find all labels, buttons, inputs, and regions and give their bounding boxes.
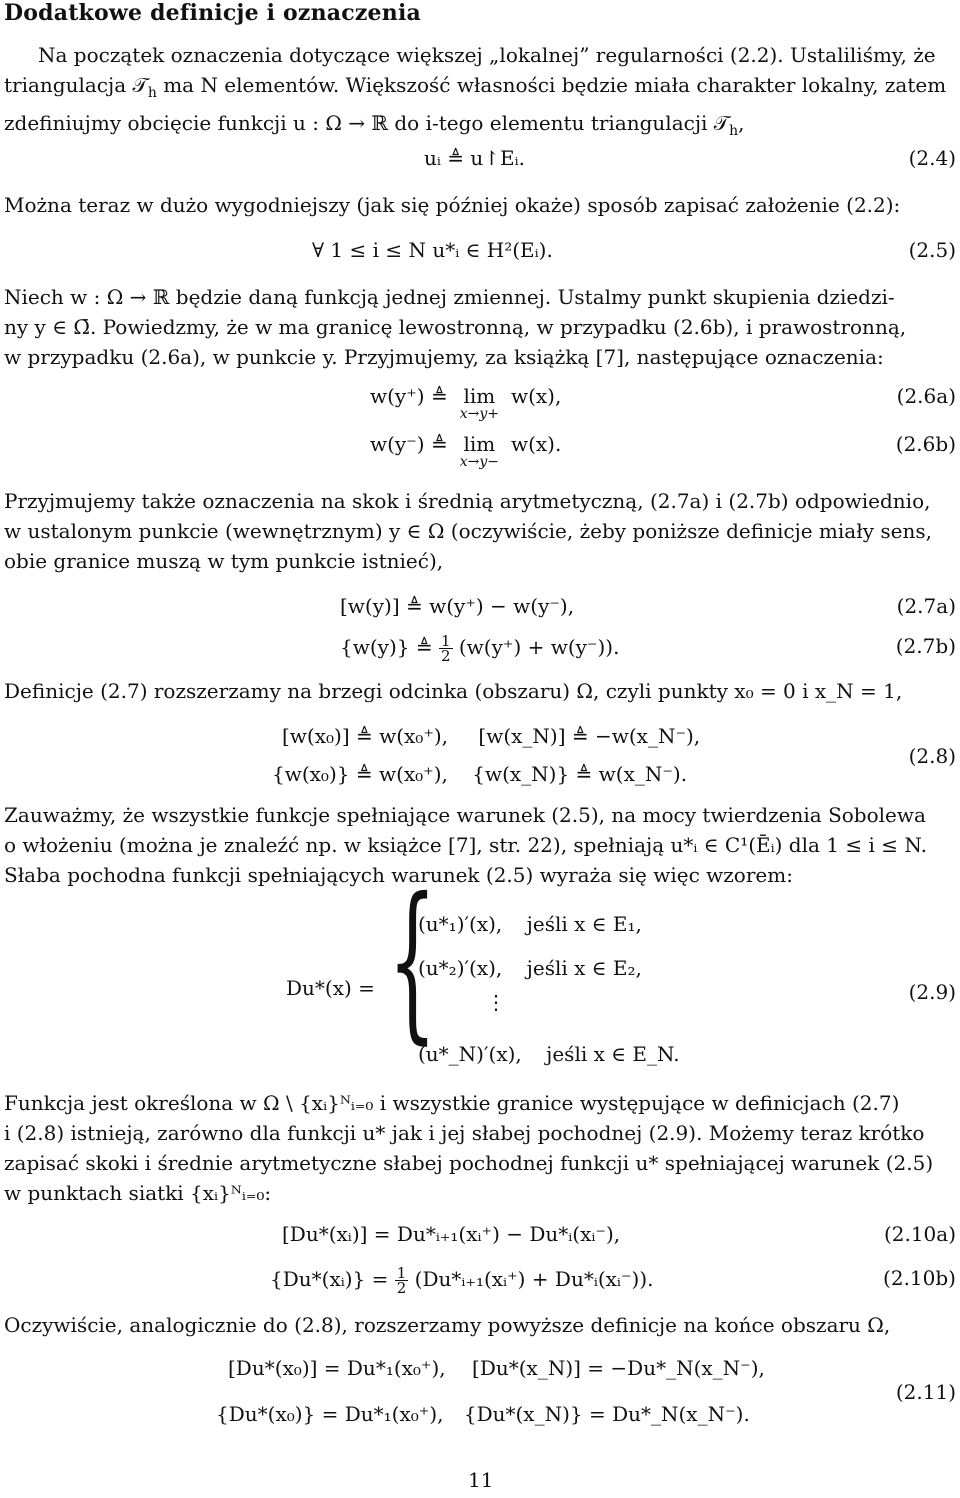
equation-2-7a: [w(y)] ≜ w(y⁺) − w(y⁻), <box>340 594 575 618</box>
text-line: Funkcja jest określona w Ω \ {xᵢ}ᴺᵢ₌₀ i wszystkie granice występujące w definicjach (2.7) <box>4 1091 900 1115</box>
text-line: triangulacja 𝒯$_h$ ma N elementów. Większość własności będzie miała charakter lokalny, zatem <box>4 73 947 101</box>
case-dots: ⋮ <box>486 990 506 1014</box>
equation-number: (2.9) <box>908 980 956 1004</box>
text-line: Niech w : Ω → ℝ będzie daną funkcją jednej zmiennej. Ustalmy punkt skupienia dziedzi- <box>4 285 895 309</box>
eq-part: [Du*(x₀)] = Du*₁(x₀⁺), <box>228 1356 446 1380</box>
equation-number: (2.7b) <box>895 634 956 658</box>
text-line: Przyjmujemy także oznaczenia na skok i średnią arytmetyczną, (2.7a) i (2.7b) odpowiednio, <box>4 489 931 513</box>
eq-part: [w(x₀)] ≜ w(x₀⁺), <box>282 724 449 748</box>
equation-2-6b <box>370 432 561 468</box>
section-heading: Dodatkowe definicje i oznaczenia <box>4 0 421 26</box>
eq-part: [Du*(x_N)] = −Du*_N(x_N⁻), <box>472 1356 765 1380</box>
paragraph-limits <box>4 282 956 372</box>
denominator: 2 <box>440 647 451 665</box>
case-expr: (u*₂)′(x), <box>418 956 503 980</box>
text-line: ny y ∈ Ω̄. Powiedzmy, że w ma granicę lewostronną, w przypadku (2.6b), i prawostronną, <box>4 315 907 339</box>
eq-part: {Du*(x_N)} = Du*_N(x_N⁻). <box>463 1402 750 1426</box>
eq-lhs: {w(y)} ≜ <box>340 635 433 659</box>
text-line: obie granice muszą w tym punkcie istnieć), <box>4 549 444 573</box>
equation-2-8-row2 <box>272 762 687 786</box>
left-brace: { <box>388 862 437 1060</box>
text-span: ma N elementów. Większość własności będzie miała charakter lokalny, zatem <box>156 73 947 97</box>
equation-number: (2.7a) <box>896 594 956 618</box>
equation-number: (2.4) <box>908 146 956 170</box>
limit <box>460 432 499 468</box>
equation-2-6a <box>370 384 561 420</box>
case-2 <box>418 956 642 980</box>
eq-rhs: (w(y⁺) + w(y⁻)). <box>458 635 620 659</box>
paragraph-sobolev <box>4 800 956 890</box>
equation-2-11-row1 <box>228 1356 765 1380</box>
equation-2-7b <box>340 634 619 663</box>
page-number: 11 <box>468 1468 494 1492</box>
eq-rhs: w(x). <box>510 432 562 456</box>
eq-lhs: {Du*(xᵢ)} = <box>270 1267 389 1291</box>
text-span: triangulacja 𝒯 <box>4 73 148 97</box>
eq-part: {Du*(x₀)} = Du*₁(x₀⁺), <box>216 1402 444 1426</box>
text-line: zdefiniujmy obcięcie funkcji u : Ω → ℝ do i-tego elementu triangulacji 𝒯$_h$, <box>4 111 745 139</box>
paragraph-endpoints <box>4 1310 956 1340</box>
text-line: w punktach siatki {xᵢ}ᴺᵢ₌₀: <box>4 1181 272 1205</box>
case-expr: (u*_N)′(x), <box>418 1042 522 1066</box>
text-line: Oczywiście, analogicznie do (2.8), rozszerzamy powyższe definicje na końce obszaru Ω, <box>4 1313 891 1337</box>
text-line: Zauważmy, że wszystkie funkcje spełniające warunek (2.5), na mocy twierdzenia Sobolewa <box>4 803 926 827</box>
text-line: w ustalonym punkcie (wewnętrznym) y ∈ Ω (oczywiście, żeby poniższe definicje miały sens, <box>4 519 932 543</box>
lim-sub: x→y+ <box>459 406 499 422</box>
eq-rhs: w(x), <box>510 384 562 408</box>
numerator: 1 <box>396 1264 407 1282</box>
equation-2-10b <box>270 1266 653 1295</box>
eq-lhs: w(y⁻) ≜ <box>370 432 448 456</box>
equation-2-10a: [Du*(xᵢ)] = Du*ᵢ₊₁(xᵢ⁺) − Du*ᵢ(xᵢ⁻), <box>282 1222 621 1246</box>
text-line: w przypadku (2.6a), w punkcie y. Przyjmujemy, za książką [7], następujące oznaczenia: <box>4 345 884 369</box>
equation-number: (2.6a) <box>896 384 956 408</box>
numerator: 1 <box>440 632 451 650</box>
equation-2-11-row2 <box>216 1402 750 1426</box>
text-line: i (2.8) istnieją, zarówno dla funkcji u* jak i jej słabej pochodnej (2.9). Możemy teraz krótko <box>4 1121 925 1145</box>
case-cond: jeśli x ∈ E₂, <box>526 956 642 980</box>
case-expr: (u*₁)′(x), <box>418 912 503 936</box>
eq-part: [w(x_N)] ≜ −w(x_N⁻), <box>478 724 701 748</box>
text-line: Można teraz w dużo wygodniejszy (jak się później okaże) sposób zapisać założenie (2.2): <box>4 193 901 217</box>
denominator: 2 <box>396 1279 407 1297</box>
eq-part: {w(x₀)} ≜ w(x₀⁺), <box>272 762 448 786</box>
paragraph-derivative <box>4 1088 956 1208</box>
equation-2-9-lhs: Du*(x) = <box>286 976 375 1000</box>
text-span: zdefiniujmy obcięcie funkcji u : Ω → ℝ do i-tego elementu triangulacji 𝒯 <box>4 111 730 135</box>
paragraph-intro <box>4 40 956 146</box>
text-line: zapisać skoki i średnie arytmetyczne słabej pochodnej funkcji u* spełniającej warunek (2.5) <box>4 1151 934 1175</box>
paragraph-boundary <box>4 676 956 706</box>
text-line: Definicje (2.7) rozszerzamy na brzegi odcinka (obszaru) Ω, czyli punkty x₀ = 0 i x_N = 1, <box>4 679 903 703</box>
equation-number: (2.8) <box>908 744 956 768</box>
case-cond: jeśli x ∈ E_N. <box>546 1042 680 1066</box>
lim-word: lim <box>463 384 496 408</box>
lim-sub: x→y− <box>459 454 499 470</box>
case-1 <box>418 912 642 936</box>
fraction <box>439 634 453 663</box>
fraction <box>395 1266 409 1295</box>
limit <box>460 384 499 420</box>
equation-number: (2.11) <box>895 1380 956 1404</box>
equation-2-4: uᵢ ≜ u↾Eᵢ. <box>424 146 525 170</box>
case-n <box>418 1042 680 1066</box>
text-line: Na początek oznaczenia dotyczące większej „lokalnej” regularności (2.2). Ustaliliśmy, że <box>38 43 936 67</box>
equation-number: (2.5) <box>908 238 956 262</box>
equation-number: (2.10b) <box>883 1266 956 1290</box>
paragraph-assumption <box>4 190 956 220</box>
equation-2-8-row1 <box>282 724 700 748</box>
eq-lhs: w(y⁺) ≜ <box>370 384 448 408</box>
text-line: Słaba pochodna funkcji spełniających warunek (2.5) wyraża się więc wzorem: <box>4 863 793 887</box>
text-line: o włożeniu (można je znaleźć np. w książce [7], str. 22), spełniają u*ᵢ ∈ C¹(Ēᵢ) dla 1 ≤ i ≤ N. <box>4 833 927 857</box>
equation-2-5: ∀ 1 ≤ i ≤ N u*ᵢ ∈ H²(Eᵢ). <box>312 238 553 262</box>
eq-rhs: (Du*ᵢ₊₁(xᵢ⁺) + Du*ᵢ(xᵢ⁻)). <box>414 1267 654 1291</box>
lim-word: lim <box>463 432 496 456</box>
equation-number: (2.6b) <box>895 432 956 456</box>
eq-part: {w(x_N)} ≜ w(x_N⁻). <box>472 762 688 786</box>
paragraph-jumps <box>4 486 956 576</box>
case-cond: jeśli x ∈ E₁, <box>526 912 642 936</box>
equation-number: (2.10a) <box>883 1222 956 1246</box>
